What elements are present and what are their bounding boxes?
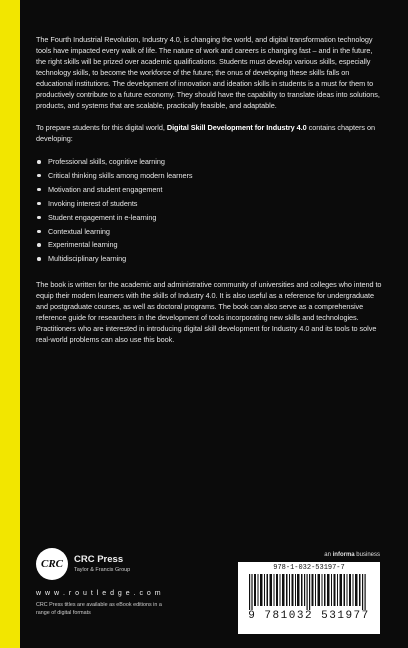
informa-brand: informa bbox=[332, 552, 355, 558]
publisher-name: CRC Press bbox=[74, 554, 124, 565]
informa-prefix: an bbox=[324, 552, 333, 558]
intro-before: To prepare students for this digital world, bbox=[36, 123, 167, 132]
intro-after: contains chapters on developing: bbox=[36, 123, 375, 143]
barcode-icon bbox=[249, 574, 369, 610]
publisher-group: Taylor & Francis Group bbox=[74, 567, 131, 573]
crc-press-logo bbox=[36, 548, 146, 584]
list-item: Experimental learning bbox=[36, 238, 384, 252]
description-paragraph-1: The Fourth Industrial Revolution, Industry 4.0, is changing the world, and digital transformation technology tools have impacted every walk of life. The nature of work and careers is changing fast – and in the future, the right skills will be prized over academic qualifications. Students must develop various skills, especially technology skills, to become the workforce of the future; the onus of developing these skills falls on educational institutions. The development of innovation and ideation skills in students is a must for them to productively contribute to a future economy. They should have the capability to translate ideas into solutions, products, and systems that are scalable, practically feasible, and adaptable. bbox=[36, 35, 380, 110]
ebook-note: CRC Press titles are available as eBook editions in a range of digital formats bbox=[36, 602, 162, 616]
cover-footer bbox=[36, 548, 384, 638]
yellow-spine-strip bbox=[0, 0, 20, 648]
list-item: Student engagement in e-learning bbox=[36, 211, 384, 225]
book-title: Digital Skill Development for Industry 4.0 bbox=[166, 123, 307, 132]
informa-suffix: business bbox=[354, 552, 380, 558]
list-item: Multidisciplinary learning bbox=[36, 252, 384, 266]
informa-business-label bbox=[324, 552, 380, 558]
isbn-digits: 9 781032 531977 bbox=[248, 610, 370, 622]
publisher-url: w w w . r o u t l e d g e . c o m bbox=[36, 590, 162, 597]
list-item: Critical thinking skills among modern learners bbox=[36, 169, 384, 183]
isbn-number: 978-1-032-53197-7 bbox=[273, 564, 345, 572]
list-item: Invoking interest of students bbox=[36, 197, 384, 211]
list-item: Contextual learning bbox=[36, 225, 384, 239]
crc-logo-icon: CRC bbox=[36, 548, 68, 580]
intro-paragraph bbox=[36, 122, 384, 144]
list-item: Professional skills, cognitive learning bbox=[36, 155, 384, 169]
back-cover-text bbox=[36, 34, 384, 356]
description-paragraph-3: The book is written for the academic and administrative community of universities and colleges who intend to equip their modern learners with the skills of Industry 4.0. It is also useful as a reference for undergraduate and postgraduate courses, as well as doctoral programs. The book can also serve as a comprehensive reference guide for researchers in the development of tools incorporating new skills and technologies. Practitioners who are interested in introducing digital skill development for Industry 4.0 and its tools to solve real-world problems can also use this book. bbox=[36, 280, 382, 345]
list-item: Motivation and student engagement bbox=[36, 183, 384, 197]
isbn-barcode bbox=[238, 562, 380, 634]
chapter-list bbox=[36, 155, 384, 266]
